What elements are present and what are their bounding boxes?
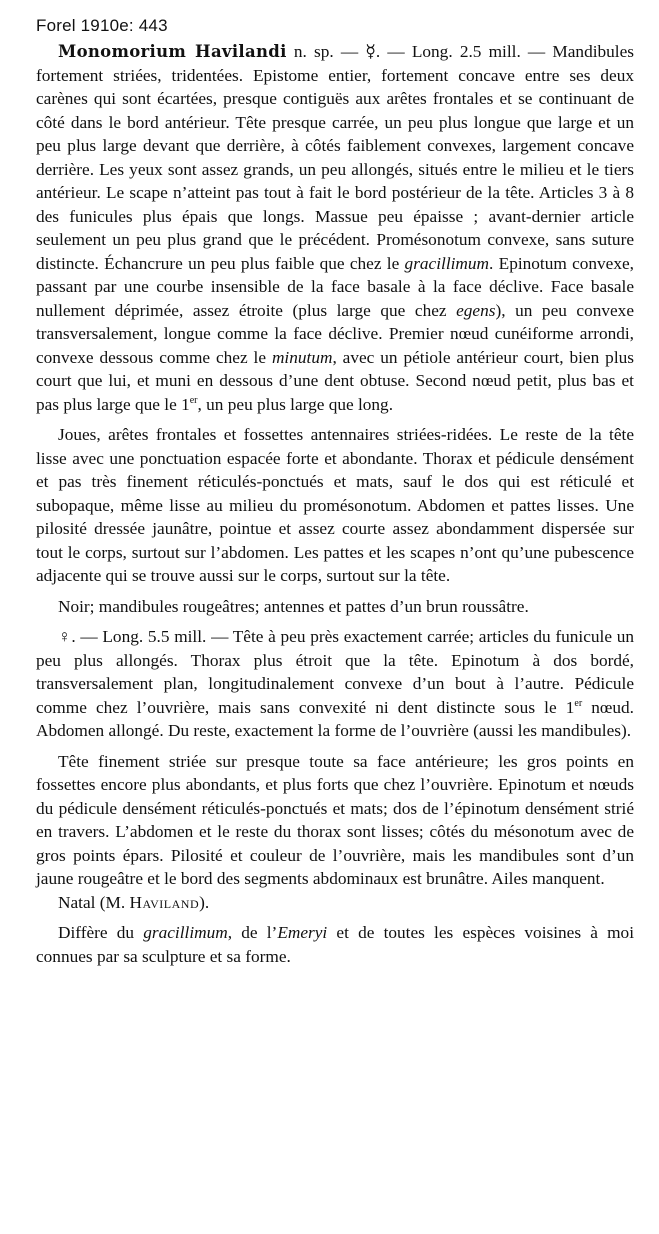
text-run: nœud. Abdomen allongé. Du reste, exactement la forme de l’ouvrière (aussi les mandibules). [36,697,635,740]
text-run: et de toutes les espèces voisines à moi connues par sa sculpture et sa forme. [36,923,635,966]
text-run: . Epinotum convexe, passant par une courbe insensible de la face basale à la face déclive. Face basale nullement déprimée, assez étroite (plus large que chez [36,253,634,320]
page-reference: Forel 1910e: 443 [36,16,168,35]
taxon-italic: minutum [271,347,333,367]
taxon-italic: gracillimum [404,253,490,273]
taxon-italic: gracillimum [143,923,228,942]
text-run: ), un peu convexe transversalement, longue comme la face déclive. Premier nœud cunéiforme arrondi, convexe dessous comme chez le [36,300,634,367]
paragraph-description-worker [36,40,634,416]
species-name: Monomorium Havilandi [58,42,287,61]
paragraph-locality [36,891,634,915]
text-run: ♀. — Long. 5.5 mill. — Tête à peu près exactement carrée; articles du funicule un peu plus allongés. Thorax plus étroit que la tête. Epinotum à dos bordé, transversalement plan, longitudinalement convexe d’un bout à l’autre. Pédicule comme chez l’ouvrière, mais sans convexité ni dent distincte sous le 1 [36,627,634,717]
paragraph-sculpture-female: Tête finement striée sur presque toute sa face antérieure; les gros points en fossettes encore plus abondants, et plus forts que chez l’ouvrière. Epinotum et nœuds du pédicule densément réticulés-ponctués et mats; dos de l’épinotum densément strié en travers. L’abdomen et le reste du thorax sont lisses; côtés du mésonotum avec de gros points épars. Pilosité et couleur de l’ouvrière, mais les mandibules sont d’un jaune rougeâtre et le bord des segments abdominaux est brunâtre. Ailes manquent. [36,751,634,888]
paragraph-description-female [36,625,634,743]
superscript: er [574,697,583,709]
taxon-italic: Emeryi [277,923,328,942]
collector-name: Haviland [129,892,200,912]
paragraph-sculpture-worker: Joues, arêtes frontales et fossettes antennaires striées-ridées. Le reste de la tête lisse avec une ponctuation espacée forte et abondante. Thorax et pédicule densément et pas très finement réticulés-ponctués et mats, sauf le dos qui est réticulé et subopaque, même lisse au milieu du promésonotum. Abdomen et pattes lisses. Une pilosité dressée jaunâtre, pointue et assez courte assez abondamment dispersée sur tout le corps, surtout sur l’abdomen. Les pattes et les scapes n’ont qu’une pubescence adjacente qui se trouve aussi sur le corps, surtout sur la tête. [36,425,634,585]
paragraph-diagnosis [36,921,634,968]
taxon-italic: egens [456,300,496,320]
text-run: n. sp. — ☿. — Long. 2.5 mill. — Mandibules fortement striées, tridentées. Epistome entier, fortement concave entre ses deux carènes qui sont écartées, presque contiguës aux arêtes frontales et se continuant de côté dans le bord antérieur. Tête presque carrée, un peu plus longue que large et un peu plus large devant que derrière, à côtés faiblement convexes, largement concave derrière. Les yeux sont assez grands, un peu allongés, situés entre le milieu et le tiers antérieur. Le scape n’atteint pas tout à fait le bord postérieur de la tête. Articles 3 à 8 des funicules plus épais que longs. Massue peu épaisse ; avant-dernier article seulement un peu plus grand que le précédent. Promésonotum convexe, sans suture distincte. Échancrure un peu plus faible que chez le [36,42,634,273]
paragraph-color-worker: Noir; mandibules rougeâtres; antennes et pattes d’un brun roussâtre. [58,596,529,616]
text-run: Natal (M. [58,892,130,912]
text-run: ). [199,892,210,912]
text-run: , un peu plus large que long. [197,394,394,414]
document-body [36,40,634,968]
text-run: Diffère du [58,923,144,942]
text-run: , avec un pétiole antérieur court, bien plus court que lui, et muni en dessous d’une dent obtuse. Second nœud petit, plus bas et pas plus large que le 1 [36,347,634,414]
text-run: , de l’ [227,923,278,942]
superscript: er [189,394,198,406]
